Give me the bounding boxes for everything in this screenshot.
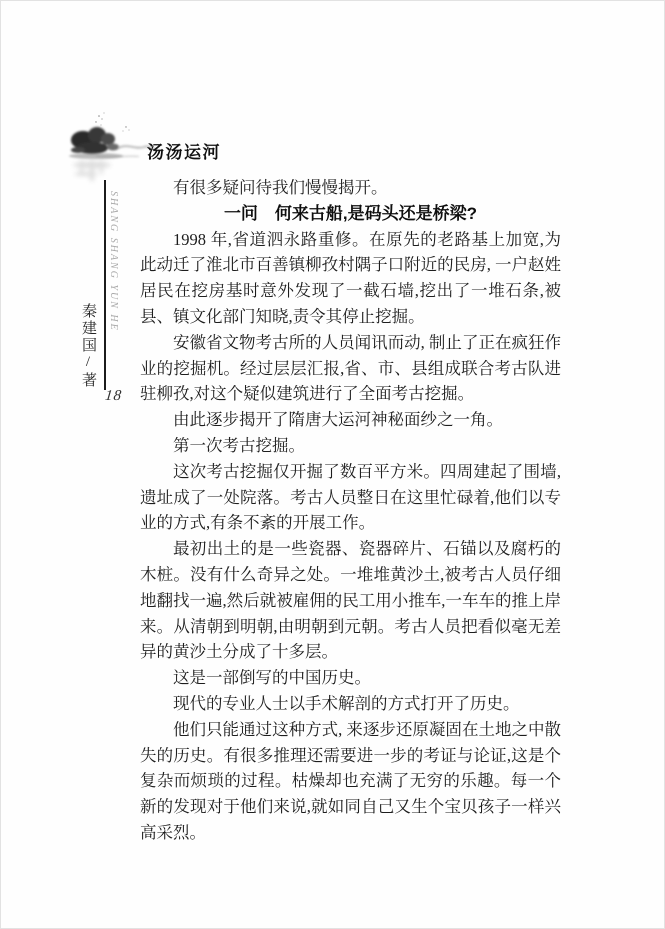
- body-paragraph: 现代的专业人士以手术解剖的方式打开了历史。: [173, 693, 520, 713]
- body-paragraph: 最初出土的是一些瓷器、瓷器碎片、石锚以及腐朽的木桩。没有什么奇异之处。一堆堆黄沙土,被考古人员仔细地翻找一遍,然后就被雇佣的民工用小推车,一车车的推上岸来。从清朝到明朝,由明朝到元朝。考古人员把看似毫无差异的黄沙土分成了十多层。: [140, 539, 561, 662]
- body-paragraph: 有很多疑问待我们慢慢揭开。: [173, 178, 388, 197]
- page-body-text: [140, 175, 561, 846]
- body-paragraph: 安徽省文物考古所的人员闻讯而动, 制止了正在疯狂作业的挖掘机。经过层层汇报,省、市、县组成联合考古队进驻柳孜,对这个疑似建筑进行了全面考古挖掘。: [140, 332, 561, 404]
- sidebar-rule: [104, 180, 106, 390]
- body-paragraph: 由此逐步揭开了隋唐大运河神秘面纱之一角。: [173, 410, 503, 430]
- section-heading: 一问 何来古船,是码头还是桥梁?: [223, 203, 478, 223]
- author-name-vertical: 秦建国/著: [80, 303, 96, 389]
- body-paragraph: 1998 年,省道泗永路重修。在原先的老路基上加宽,为此动迁了淮北市百善镇柳孜村隅子口附近的民房, 一户赵姓居民在挖房基时意外发现了一截石墙,挖出了一堆石条,被县、镇文化部门知晓,责令其停止挖掘。: [140, 229, 562, 326]
- body-paragraph: 他们只能通过这种方式, 来逐步还原凝固在土地之中散失的历史。有很多推理还需要进一步的考证与论证,这是个复杂而烦琐的过程。枯燥却也充满了无穷的乐趣。每一个新的发现对于他们来说,就如同自己又生个宝贝孩子一样兴高采烈。: [140, 719, 561, 842]
- body-paragraph: 这次考古挖掘仅开掘了数百平方米。四周建起了围墙,遗址成了一处院落。考古人员整日在这里忙碌着,他们以专业的方式,有条不紊的开展工作。: [140, 461, 561, 533]
- series-pinyin-vertical: SHANG SHANG YUN HE: [108, 191, 119, 332]
- book-title: 汤汤运河: [147, 143, 221, 162]
- body-paragraph: 这是一部倒写的中国历史。: [173, 668, 371, 688]
- page-number: 18: [104, 388, 123, 404]
- body-paragraph: 第一次考古挖掘。: [173, 435, 305, 455]
